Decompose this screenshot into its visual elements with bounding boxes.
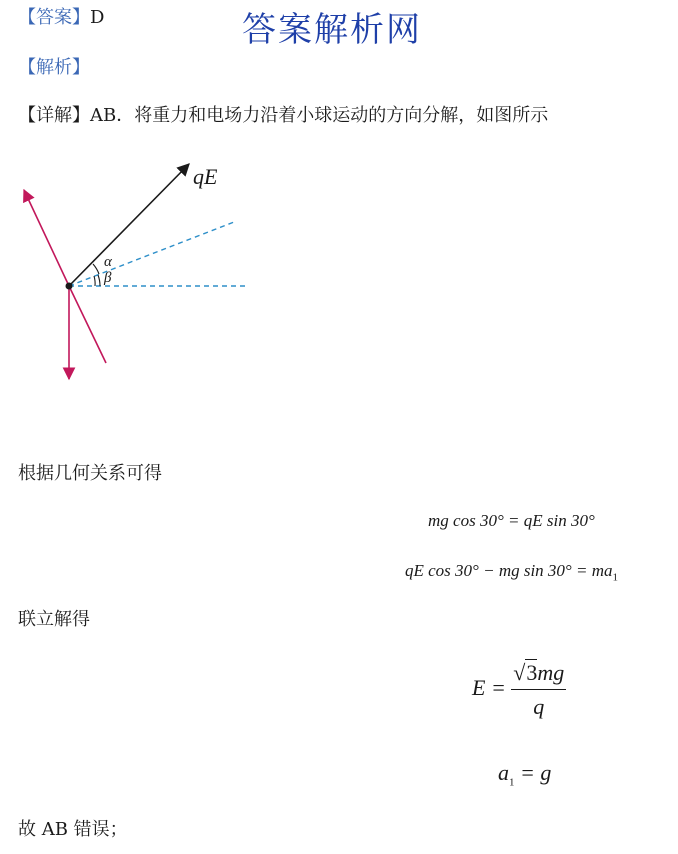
detail-tag: 【详解】 xyxy=(18,105,90,126)
answer-tag: 【答案】 xyxy=(18,7,90,28)
analysis-tag: 【解析】 xyxy=(18,57,90,78)
equation-2 xyxy=(405,560,618,588)
eq2-sub: 1 xyxy=(612,571,618,584)
eq1-rhs: qE sin 30° xyxy=(523,511,595,530)
result-E-numerator: √3mg xyxy=(511,660,566,690)
force-diagram xyxy=(0,150,270,390)
eq1-lhs: mg cos 30° = xyxy=(428,511,524,530)
result-E-lhs: E = xyxy=(472,675,512,701)
result-E-fraction xyxy=(511,660,566,720)
perpendicular-component-arrow xyxy=(24,190,69,286)
result-a-rest: = g xyxy=(514,760,552,785)
beta-arc-inner xyxy=(94,276,95,286)
equation-1 xyxy=(428,510,595,532)
detail-line xyxy=(18,104,548,128)
alpha-arc xyxy=(93,264,99,274)
result-a-equation xyxy=(498,760,551,788)
beta-arc xyxy=(98,275,100,286)
answer-value: D xyxy=(90,7,105,28)
electric-force-arrow xyxy=(69,164,189,286)
detail-text: AB．将重力和电场力沿着小球运动的方向分解，如图所示 xyxy=(90,105,549,126)
result-E-sqrt: 3 xyxy=(526,660,538,685)
answer-line xyxy=(18,6,104,30)
result-E-denominator: q xyxy=(533,694,545,719)
result-E-equation xyxy=(472,660,566,720)
watermark: 答案解析网 xyxy=(242,10,422,50)
geometry-text: 根据几何关系可得 xyxy=(18,463,162,484)
force-label-q: q xyxy=(193,164,204,189)
alpha-label: α xyxy=(104,254,112,270)
solve-text: 联立解得 xyxy=(18,609,90,630)
force-label-E: E xyxy=(204,164,218,189)
force-label xyxy=(193,164,218,189)
eq2-lhs: qE cos 30° − mg sin 30° = ma xyxy=(405,561,613,580)
result-E-num-rest: mg xyxy=(537,660,565,685)
charged-ball xyxy=(66,283,73,290)
conclusion: 故 AB 错误； xyxy=(18,819,128,840)
beta-label: β xyxy=(104,270,112,286)
result-a-sub: 1 xyxy=(509,776,515,789)
result-a-base: a xyxy=(498,760,509,785)
motion-axis-line xyxy=(69,286,106,363)
